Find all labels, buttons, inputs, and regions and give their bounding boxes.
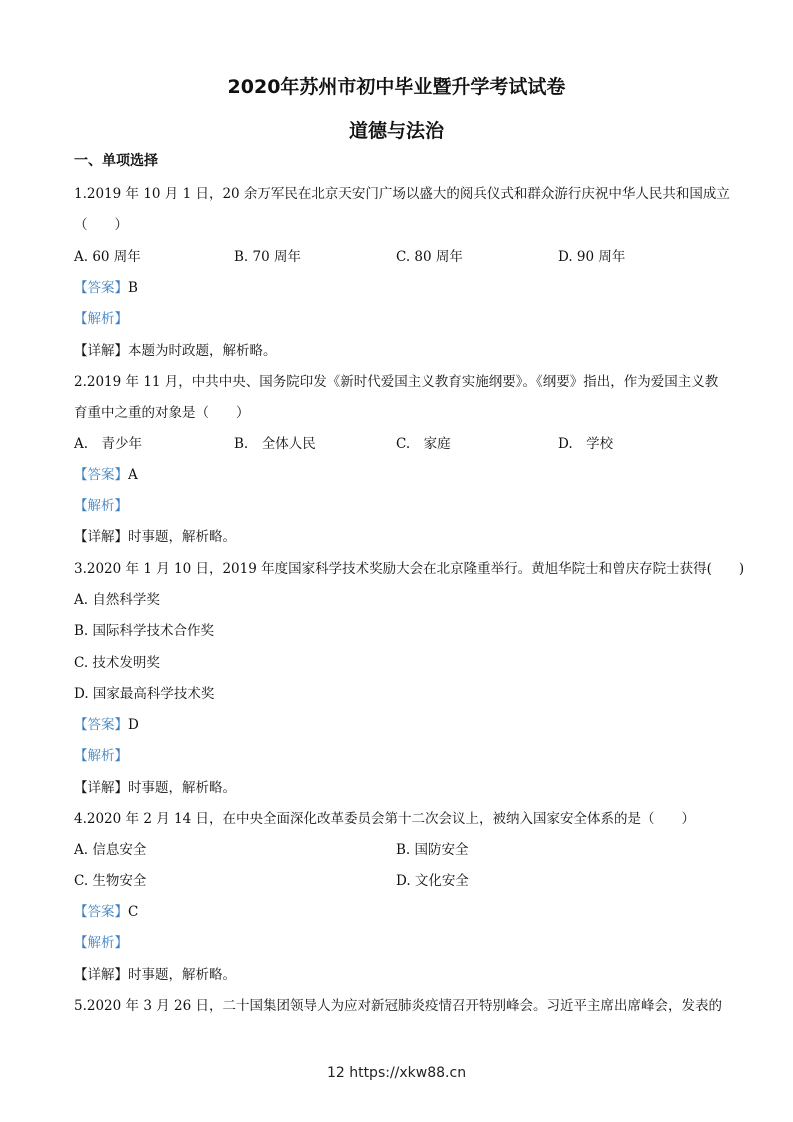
q1-option-a: A. 60 周年	[74, 249, 141, 265]
q2-detail	[74, 525, 236, 545]
q4-analysis-tag: 【解析】	[74, 935, 128, 951]
question-1-text: 1.2019 年 10 月 1 日，20 余万军民在北京天安门广场以盛大的阅兵仪式和群众游行庆祝中华人民共和国成立	[74, 186, 730, 202]
q2-option-a: A. 青少年	[74, 436, 143, 452]
answer-tag: 【答案】	[74, 467, 128, 483]
question-4-text: 4.2020 年 2 月 14 日，在中央全面深化改革委员会第十二次会议上，被纳入国家安全体系的是（ ）	[74, 811, 695, 827]
q4-answer	[74, 900, 138, 920]
question-2-text: 2.2019 年 11 月，中共中央、国务院印发《新时代爱国主义教育实施纲要》。《纲要》指出，作为爱国主义教	[74, 374, 719, 390]
answer-tag: 【答案】	[74, 717, 128, 733]
q1-option-c: C. 80 周年	[396, 249, 463, 265]
q2-option-b: B. 全体人民	[234, 436, 316, 452]
q4-option-d: D. 文化安全	[396, 873, 469, 889]
q1-answer	[74, 276, 138, 296]
page-footer: 12 https://xkw88.cn	[326, 1065, 467, 1081]
answer-value: A	[128, 467, 138, 483]
answer-tag: 【答案】	[74, 280, 128, 296]
detail-text: 本题为时政题，解析略。	[128, 343, 277, 359]
q3-option-c: C. 技术发明奖	[74, 655, 160, 671]
q1-option-d: D. 90 周年	[558, 249, 626, 265]
q1-analysis-tag: 【解析】	[74, 311, 128, 327]
detail-tag: 【详解】	[74, 343, 128, 359]
question-3-text: 3.2020 年 1 月 10 日，2019 年度国家科学技术奖励大会在北京隆重举行。黄旭华院士和曾庆存院士获得( )	[74, 561, 745, 577]
q3-analysis-tag: 【解析】	[74, 748, 128, 764]
q2-option-c: C. 家庭	[396, 436, 451, 452]
detail-text: 时事题，解析略。	[128, 780, 236, 796]
question-1-blank: （ ）	[74, 217, 128, 233]
q3-option-b: B. 国际科学技术合作奖	[74, 623, 215, 639]
q4-detail	[74, 963, 236, 983]
q2-analysis-tag: 【解析】	[74, 498, 128, 514]
q4-option-a: A. 信息安全	[74, 842, 147, 858]
answer-tag: 【答案】	[74, 904, 128, 920]
answer-value: D	[128, 717, 139, 733]
question-2-text-cont: 育重中之重的对象是（ ）	[74, 405, 250, 421]
detail-text: 时事题，解析略。	[128, 967, 236, 983]
q1-detail	[74, 339, 277, 359]
detail-text: 时事题，解析略。	[128, 529, 236, 545]
q2-answer	[74, 463, 138, 483]
q3-option-d: D. 国家最高科学技术奖	[74, 686, 215, 702]
detail-tag: 【详解】	[74, 529, 128, 545]
detail-tag: 【详解】	[74, 780, 128, 796]
question-5-text: 5.2020 年 3 月 26 日，二十国集团领导人为应对新冠肺炎疫情召开特别峰会。习近平主席出席峰会，发表的	[74, 998, 722, 1014]
q4-option-c: C. 生物安全	[74, 873, 147, 889]
q4-option-b: B. 国防安全	[396, 842, 469, 858]
answer-value: B	[128, 280, 138, 296]
answer-value: C	[128, 904, 139, 920]
page-title: 2020年苏州市初中毕业暨升学考试试卷	[227, 76, 566, 98]
q2-option-d: D. 学校	[558, 436, 614, 452]
q3-detail	[74, 776, 236, 796]
section-heading: 一、单项选择	[74, 153, 158, 169]
q1-option-b: B. 70 周年	[234, 249, 301, 265]
q3-option-a: A. 自然科学奖	[74, 592, 160, 608]
q3-answer	[74, 713, 139, 733]
detail-tag: 【详解】	[74, 967, 128, 983]
page-subtitle: 道德与法治	[348, 120, 444, 142]
